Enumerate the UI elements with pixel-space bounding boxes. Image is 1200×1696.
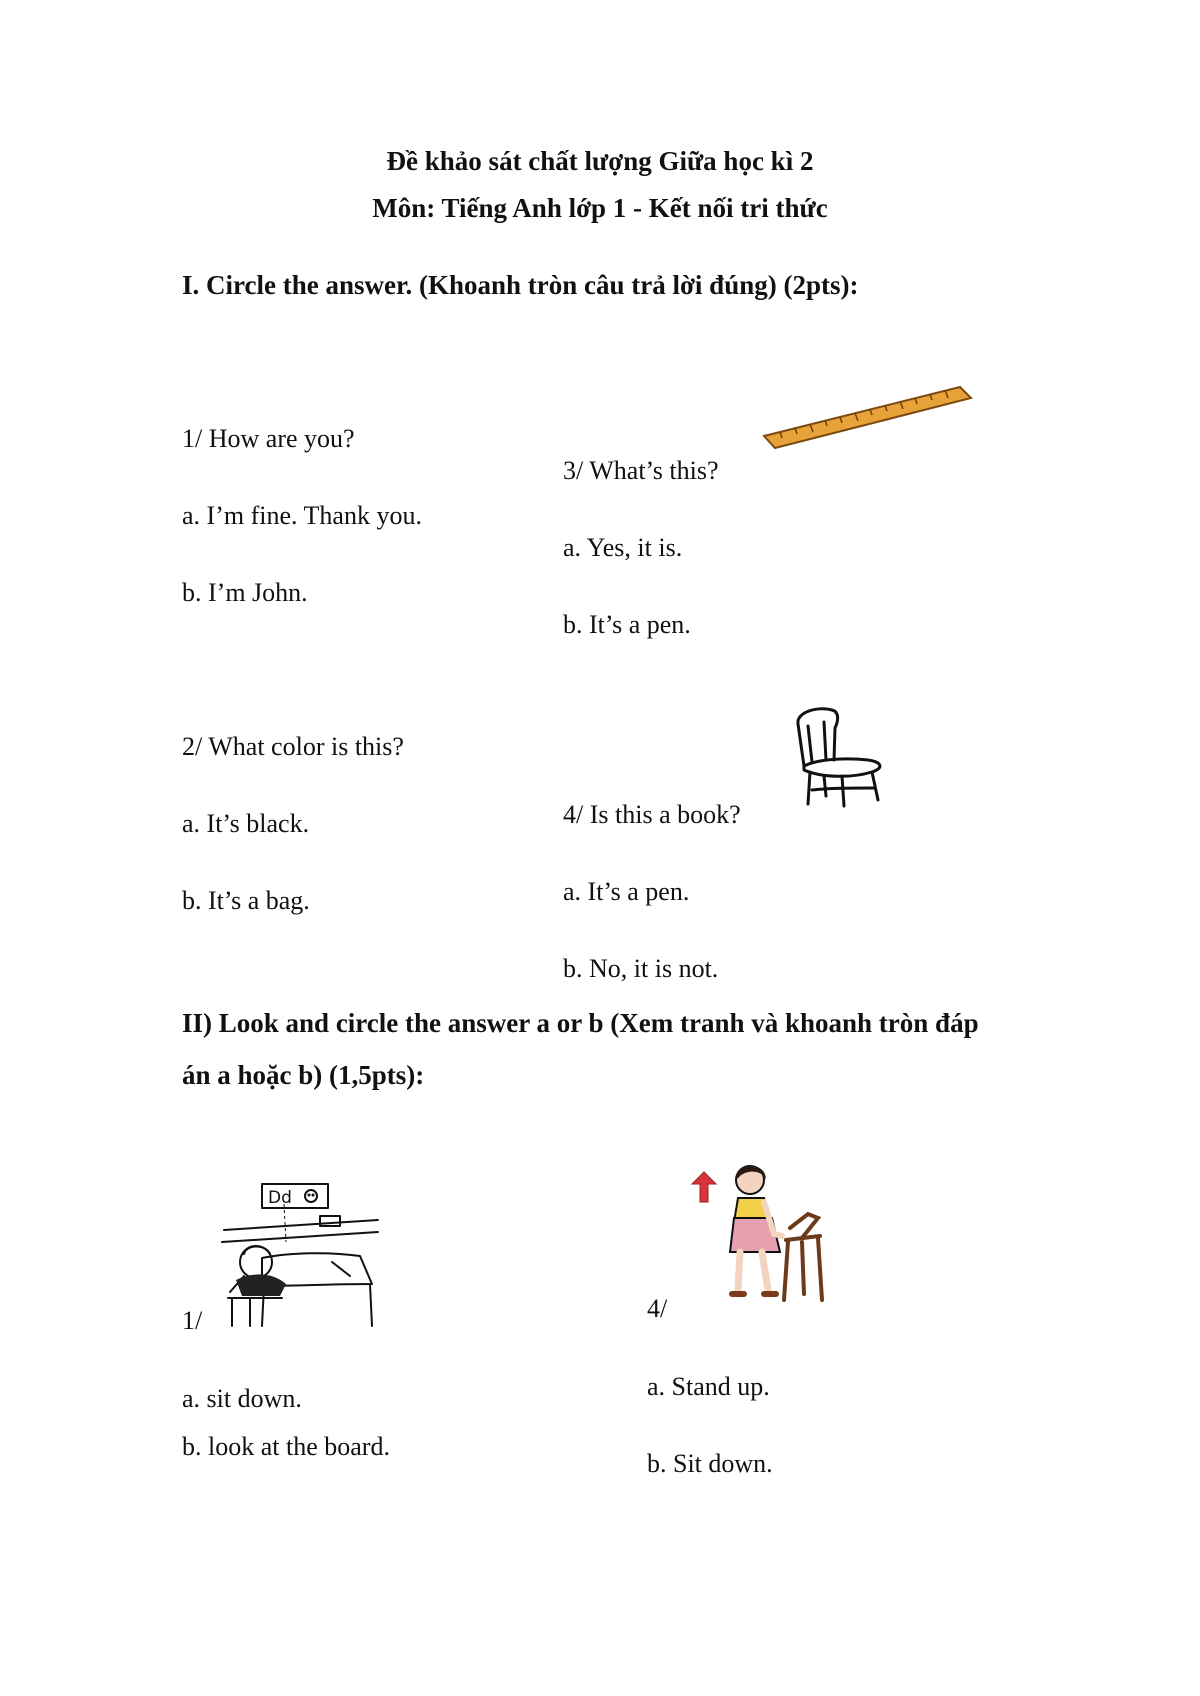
item-1-option-b[interactable]: b. look at the board. [182,1432,390,1461]
question-4-option-a[interactable]: a. It’s a pen. [563,877,690,906]
section-2-heading-line-2: án a hoặc b) (1,5pts): [182,1060,425,1090]
page-subtitle: Môn: Tiếng Anh lớp 1 - Kết nối tri thức [372,193,828,223]
chair-illustration [790,704,895,809]
question-1-option-a[interactable]: a. I’m fine. Thank you. [182,501,422,530]
question-1: 1/ How are you? [182,424,355,453]
question-3-option-b[interactable]: b. It’s a pen. [563,610,691,639]
page-title: Đề khảo sát chất lượng Giữa học kì 2 [386,146,814,176]
item-4-option-a[interactable]: a. Stand up. [647,1372,770,1401]
section-2-heading-line-1: II) Look and circle the answer a or b (Xem tranh và khoanh tròn đáp [182,1008,979,1038]
item-1-number: 1/ [182,1306,203,1335]
question-4-option-b[interactable]: b. No, it is not. [563,954,719,983]
question-2-option-b[interactable]: b. It’s a bag. [182,886,310,915]
board-label: Dd [268,1188,292,1208]
ruler-illustration [760,380,975,455]
question-1-option-b[interactable]: b. I’m John. [182,578,308,607]
girl-standing-up-illustration [690,1158,830,1308]
item-4-number: 4/ [647,1294,668,1323]
question-3-option-a[interactable]: a. Yes, it is. [563,533,683,562]
question-3: 3/ What’s this? [563,456,719,485]
section-1-heading: I. Circle the answer. (Khoanh tròn câu trả lời đúng) (2pts): [182,270,859,300]
question-2: 2/ What color is this? [182,732,404,761]
item-1-option-a[interactable]: a. sit down. [182,1384,302,1413]
boy-at-desk-illustration [222,1180,382,1330]
question-2-option-a[interactable]: a. It’s black. [182,809,310,838]
question-4: 4/ Is this a book? [563,800,741,829]
item-4-option-b[interactable]: b. Sit down. [647,1449,773,1478]
